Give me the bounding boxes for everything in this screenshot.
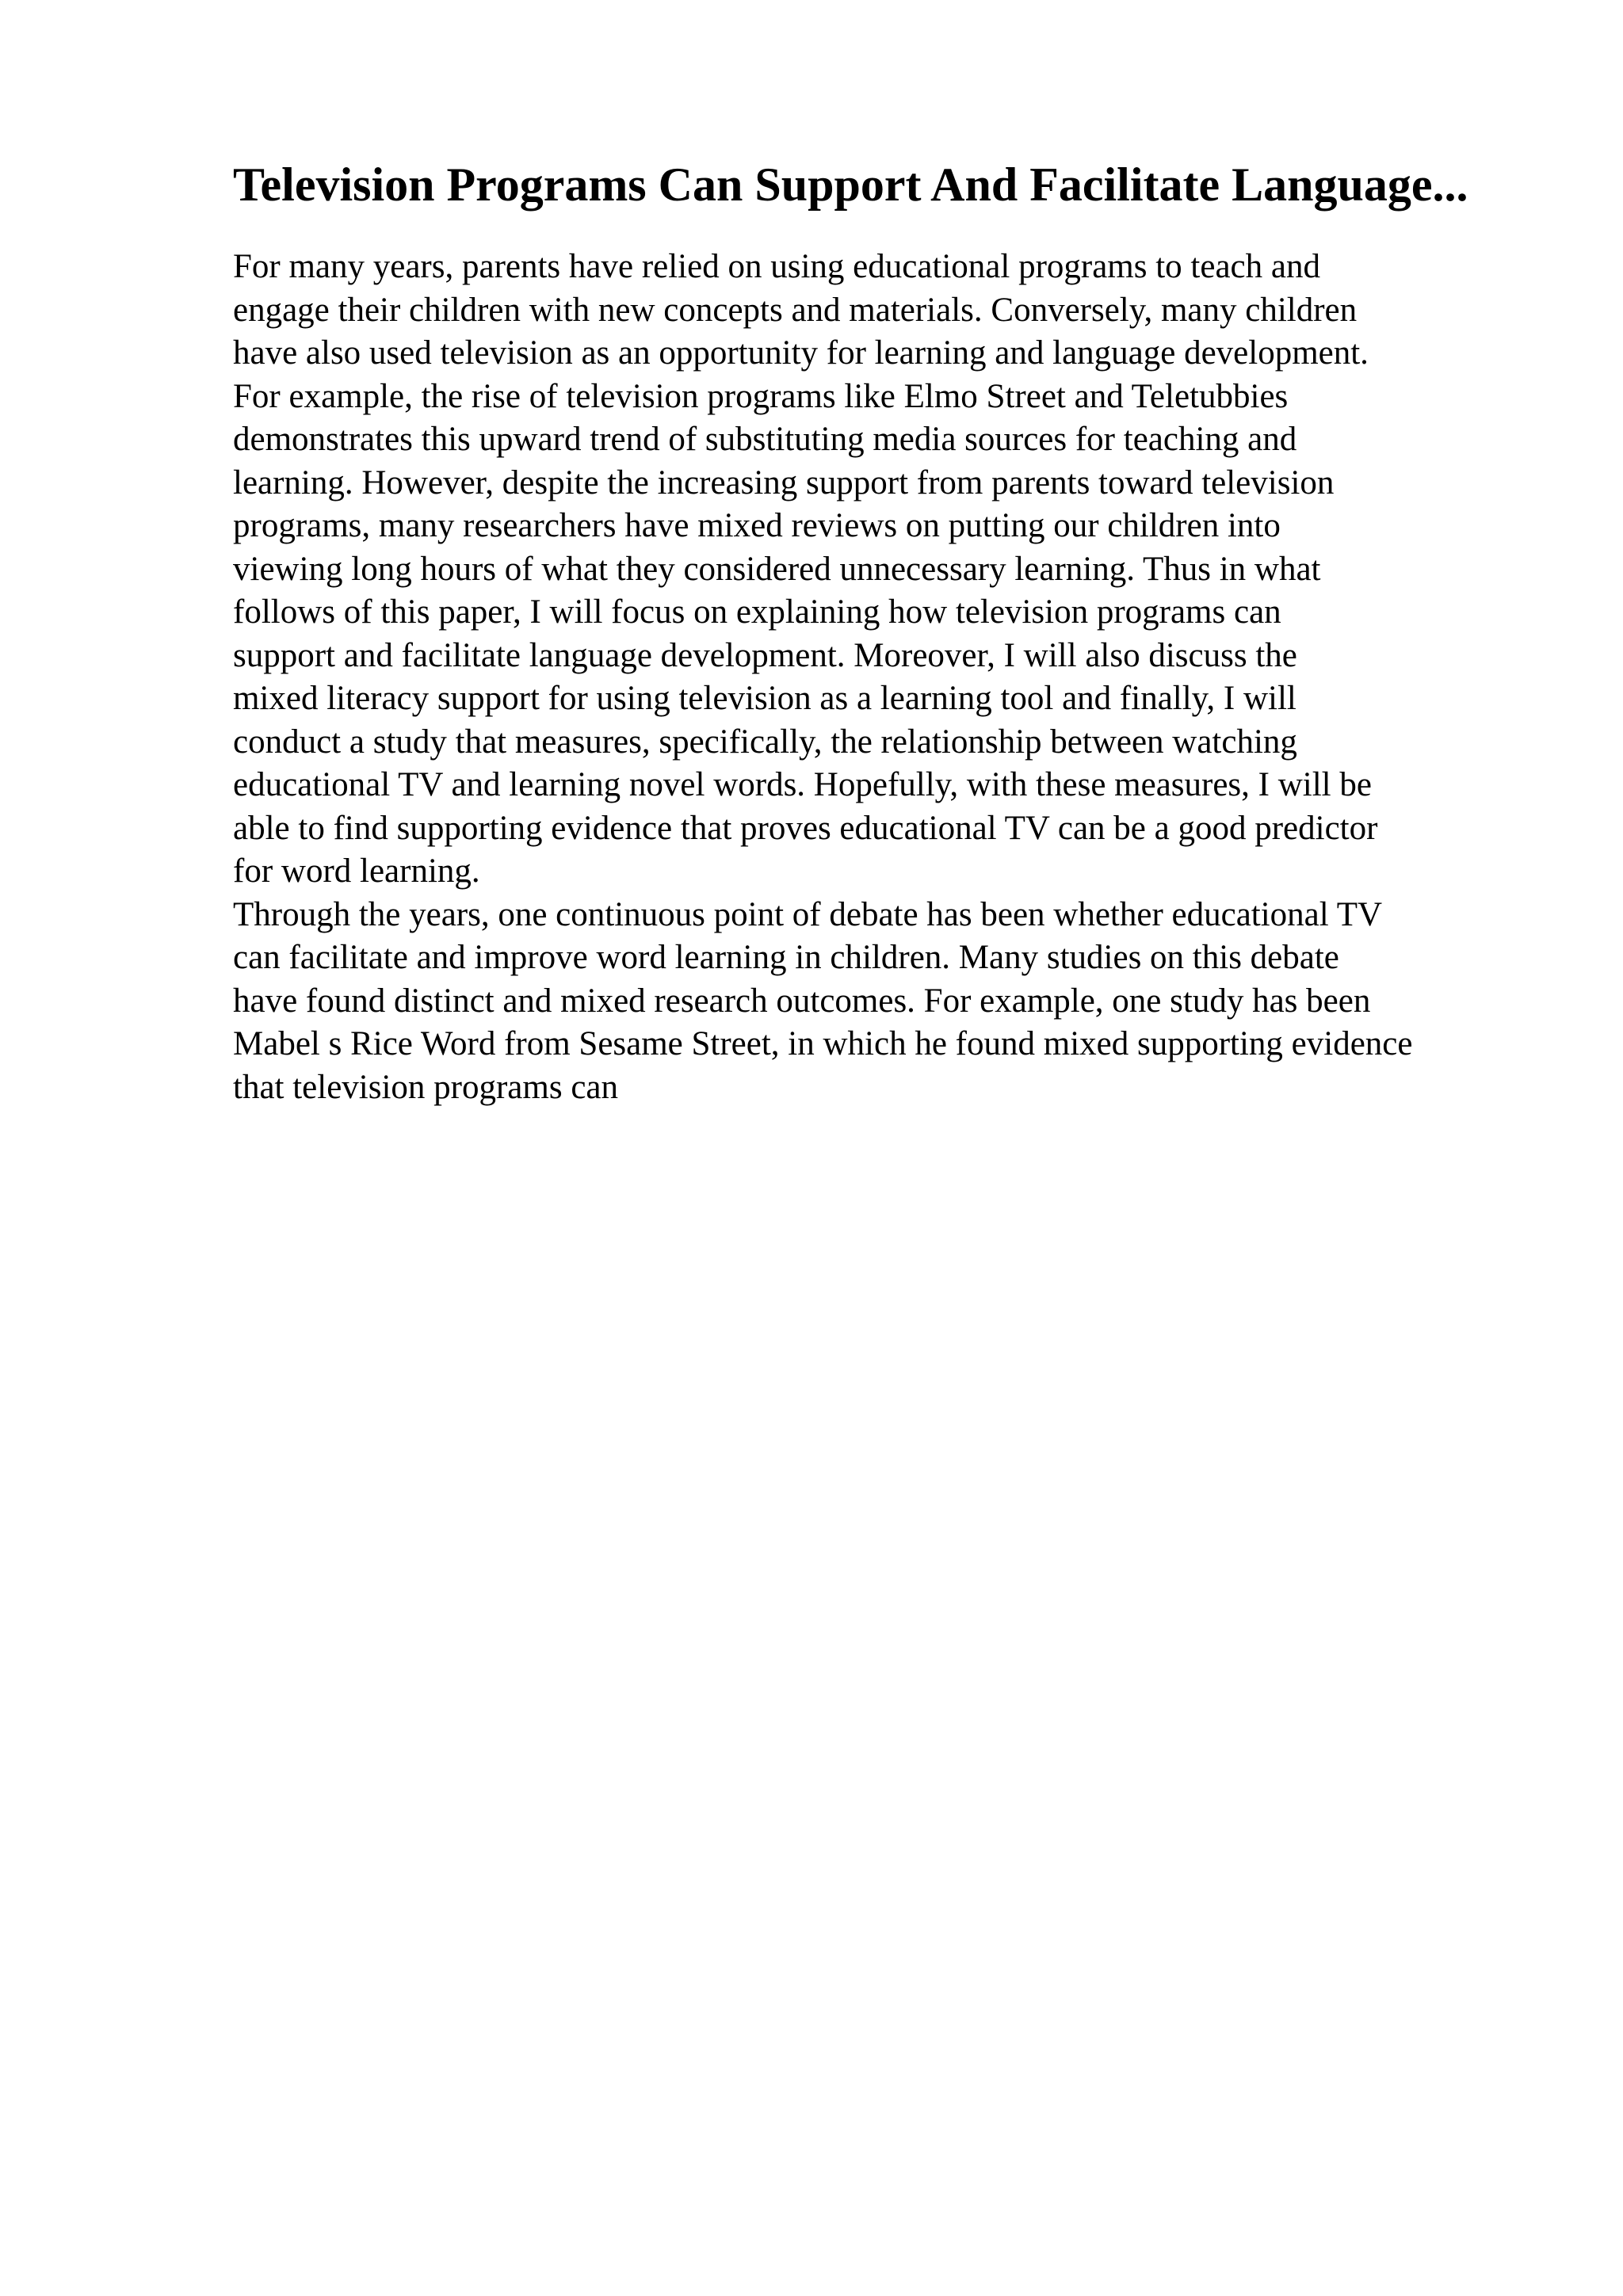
body-line: mixed literacy support for using television as a learning tool and finally, I will: [233, 680, 1296, 717]
body-line: have found distinct and mixed research outcomes. For example, one study has been: [233, 982, 1371, 1020]
body-line: follows of this paper, I will focus on explaining how television programs can: [233, 593, 1281, 631]
body-line: viewing long hours of what they considered unnecessary learning. Thus in what: [233, 550, 1321, 588]
body-line: can facilitate and improve word learning in children. Many studies on this debate: [233, 939, 1339, 976]
document-title: Television Programs Can Support And Facilitate Language...: [233, 158, 1468, 211]
body-line: Mabel s Rice Word from Sesame Street, in which he found mixed supporting evidence: [233, 1025, 1413, 1062]
body-line: for word learning.: [233, 852, 480, 890]
document-body: [233, 246, 1412, 1109]
body-line: demonstrates this upward trend of substituting media sources for teaching and: [233, 421, 1297, 458]
body-line: engage their children with new concepts and materials. Conversely, many children: [233, 291, 1358, 329]
body-line: Through the years, one continuous point of debate has been whether educational TV: [233, 895, 1383, 933]
body-line: able to find supporting evidence that proves educational TV can be a good predictor: [233, 809, 1378, 847]
body-line: that television programs can: [233, 1068, 618, 1106]
body-line: programs, many researchers have mixed reviews on putting our children into: [233, 507, 1281, 544]
body-line: For many years, parents have relied on using educational programs to teach and: [233, 248, 1320, 285]
body-line: educational TV and learning novel words. Hopefully, with these measures, I will be: [233, 766, 1372, 803]
body-line: learning. However, despite the increasing support from parents toward television: [233, 463, 1335, 502]
body-line: have also used television as an opportunity for learning and language development.: [233, 334, 1369, 372]
body-line: For example, the rise of television programs like Elmo Street and Teletubbies: [233, 377, 1289, 415]
body-line: support and facilitate language development. Moreover, I will also discuss the: [233, 636, 1297, 674]
body-line: conduct a study that measures, specifically, the relationship between watching: [233, 723, 1297, 761]
